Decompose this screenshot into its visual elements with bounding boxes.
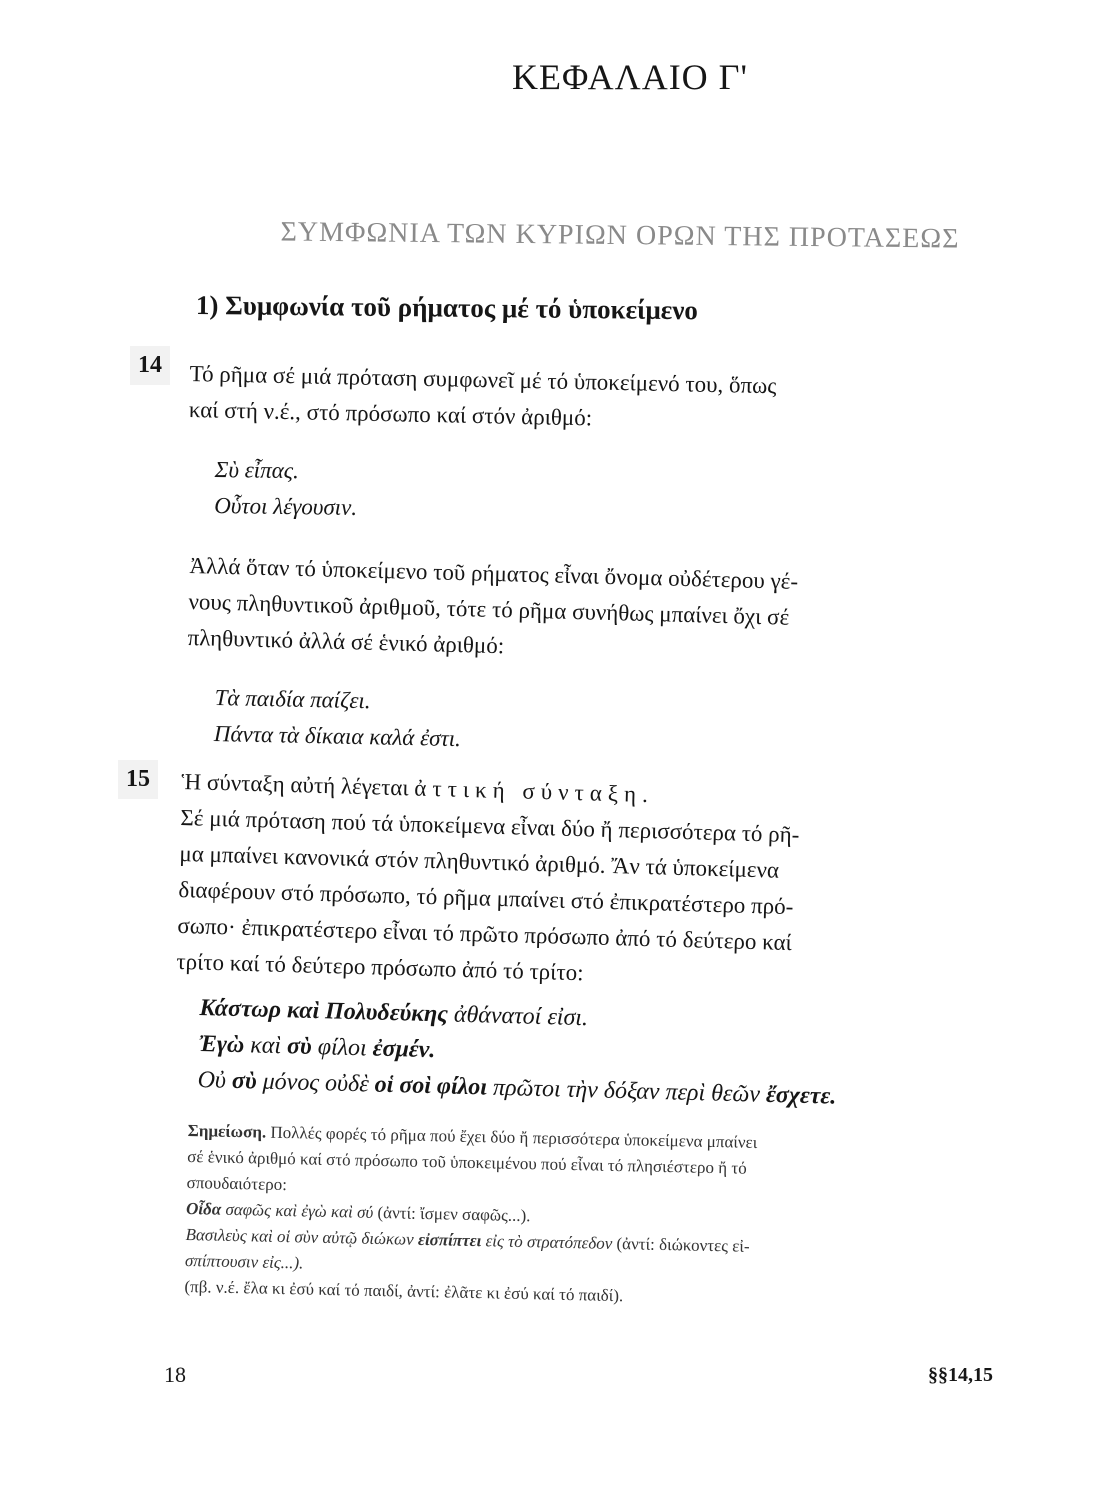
note-example-emphasis: εἰσπίπτει	[417, 1229, 482, 1251]
example-text: πρῶτοι τὴν δόξαν περὶ θεῶν	[492, 1074, 761, 1108]
note-example: σπίπτουσιν εἰς...).	[184, 1250, 304, 1273]
example-text: μόνος οὐδὲ	[262, 1068, 370, 1098]
attic-term: ἀττική σύνταξη	[414, 775, 643, 807]
text-line: μα μπαίνει κανονικά στόν πληθυντικό ἀριθμό. Ἄν τά ὑποκείμενα	[179, 840, 780, 883]
note-line: σέ ἑνικό ἀριθμό καί στό πρόσωπο τοῦ ὑποκειμένου πού εἶναι τό πλησιέστερο ἤ τό	[186, 1146, 747, 1178]
text-line: νους πληθυντικοῦ ἀριθμοῦ, τότε τό ρῆμα συνήθως μπαίνει ὄχι σέ	[188, 588, 790, 630]
text-line: τρίτο καί τό δεύτερο πρόσωπο ἀπό τό τρίτο:	[176, 948, 584, 986]
example-emphasis: οἱ σοὶ φίλοι	[374, 1071, 488, 1101]
note-example-text: εἰς τὸ στρατόπεδον	[485, 1231, 613, 1253]
paragraph-number-15: 15	[118, 760, 158, 799]
example-text: καὶ	[249, 1032, 282, 1060]
example-emphasis: Κάστωρ καὶ Πολυδεύκης	[199, 994, 449, 1028]
text-line: Τό ρῆμα σέ μιά πρόταση συμφωνεῖ μέ τό ὑποκείμενό του, ὅπως	[189, 360, 777, 399]
text-line: διαφέρουν στό πρόσωπο, τό ρῆμα μπαίνει στό ἐπικρατέστερο πρό-	[178, 876, 794, 920]
section-14-neuter-rule	[187, 548, 1040, 678]
section-title: ΣΥΜΦΩΝΙΑ ΤΩΝ ΚΥΡΙΩΝ ΟΡΩΝ ΤΗΣ ΠΡΟΤΑΣΕΩΣ	[280, 216, 960, 255]
example-line: Τὰ παιδία παίζει.	[214, 684, 371, 714]
example-text: ἀθάνατοί εἰσι.	[453, 1001, 589, 1032]
text-line: σωπο· ἐπικρατέστερο εἶναι τό πρῶτο πρόσωπο ἀπό τό δεύτερο καί	[177, 912, 793, 956]
example-line: Οὗτοι λέγουσιν.	[214, 492, 358, 520]
note-text: Πολλές φορές τό ρῆμα πού ἔχει δύο ἤ περισσότερα ὑποκείμενα μπαίνει	[270, 1122, 758, 1152]
example-emphasis: σὺ	[286, 1033, 313, 1060]
text-line: Σέ μιά πρόταση πού τά ὑποκείμενα εἶναι δύο ἤ περισσότερα τό ρῆ-	[180, 804, 800, 848]
paragraph-reference: §§14,15	[928, 1364, 993, 1386]
text-line: πληθυντικό ἀλλά σέ ἑνικό ἀριθμό:	[187, 624, 505, 659]
section-15-text	[176, 764, 1042, 1004]
note-reference: (πβ. ν.έ. ἔλα κι ἐσύ καί τό παιδί, ἀντί: ἐλᾶτε κι ἐσύ καί τό παιδί).	[184, 1276, 624, 1306]
note-example-text: σαφῶς καὶ ἐγὼ καὶ σύ	[225, 1199, 374, 1222]
text-line: καί στή ν.έ., στό πρόσωπο καί στόν ἀριθμό:	[188, 396, 593, 431]
example-emphasis: σὺ	[231, 1067, 258, 1095]
attic-end: .	[641, 781, 649, 808]
subheading: 1) Συμφωνία τοῦ ρήματος μέ τό ὑποκείμενο	[195, 290, 699, 326]
section-15-examples	[197, 990, 838, 1115]
example-emphasis: Ἐγὼ	[198, 1030, 245, 1059]
chapter-title: ΚΕΦΑΛΑΙΟ Γ'	[512, 57, 748, 97]
page-number: 18	[164, 1362, 186, 1387]
note-block	[184, 1118, 1018, 1317]
section-14-neuter-examples	[213, 680, 462, 757]
example-text: Οὐ	[197, 1066, 227, 1094]
example-line: Σὺ εἶπας.	[214, 456, 300, 484]
example-text: φίλοι	[317, 1034, 368, 1062]
note-example-emphasis: Οἶδα	[185, 1198, 222, 1219]
attic-lead: Ἡ σύνταξη αὐτή λέγεται	[181, 768, 409, 801]
example-emphasis: ἔσχετε.	[765, 1081, 837, 1110]
section-14-examples	[214, 452, 358, 526]
note-example-text: Βασιλεὺς καὶ οἱ σὺν αὐτῷ διώκων	[185, 1224, 414, 1249]
note-example-gloss: (ἀντί: διώκοντες εἰ-	[616, 1234, 750, 1256]
note-example-gloss: (ἀντί: ἴσμεν σαφῶς...).	[377, 1202, 531, 1226]
example-emphasis: ἐσμέν.	[372, 1035, 436, 1064]
example-line: Πάντα τὰ δίκαια καλά ἐστι.	[213, 720, 462, 752]
note-line: σπουδαιότερο:	[186, 1172, 288, 1195]
note-label: Σημείωση.	[187, 1120, 267, 1142]
text-line: Ἀλλά ὅταν τό ὑποκείμενο τοῦ ρήματος εἶναι ὄνομα οὐδέτερου γέ-	[189, 552, 799, 594]
paragraph-number-14: 14	[130, 346, 170, 385]
section-14-intro	[188, 356, 1039, 446]
